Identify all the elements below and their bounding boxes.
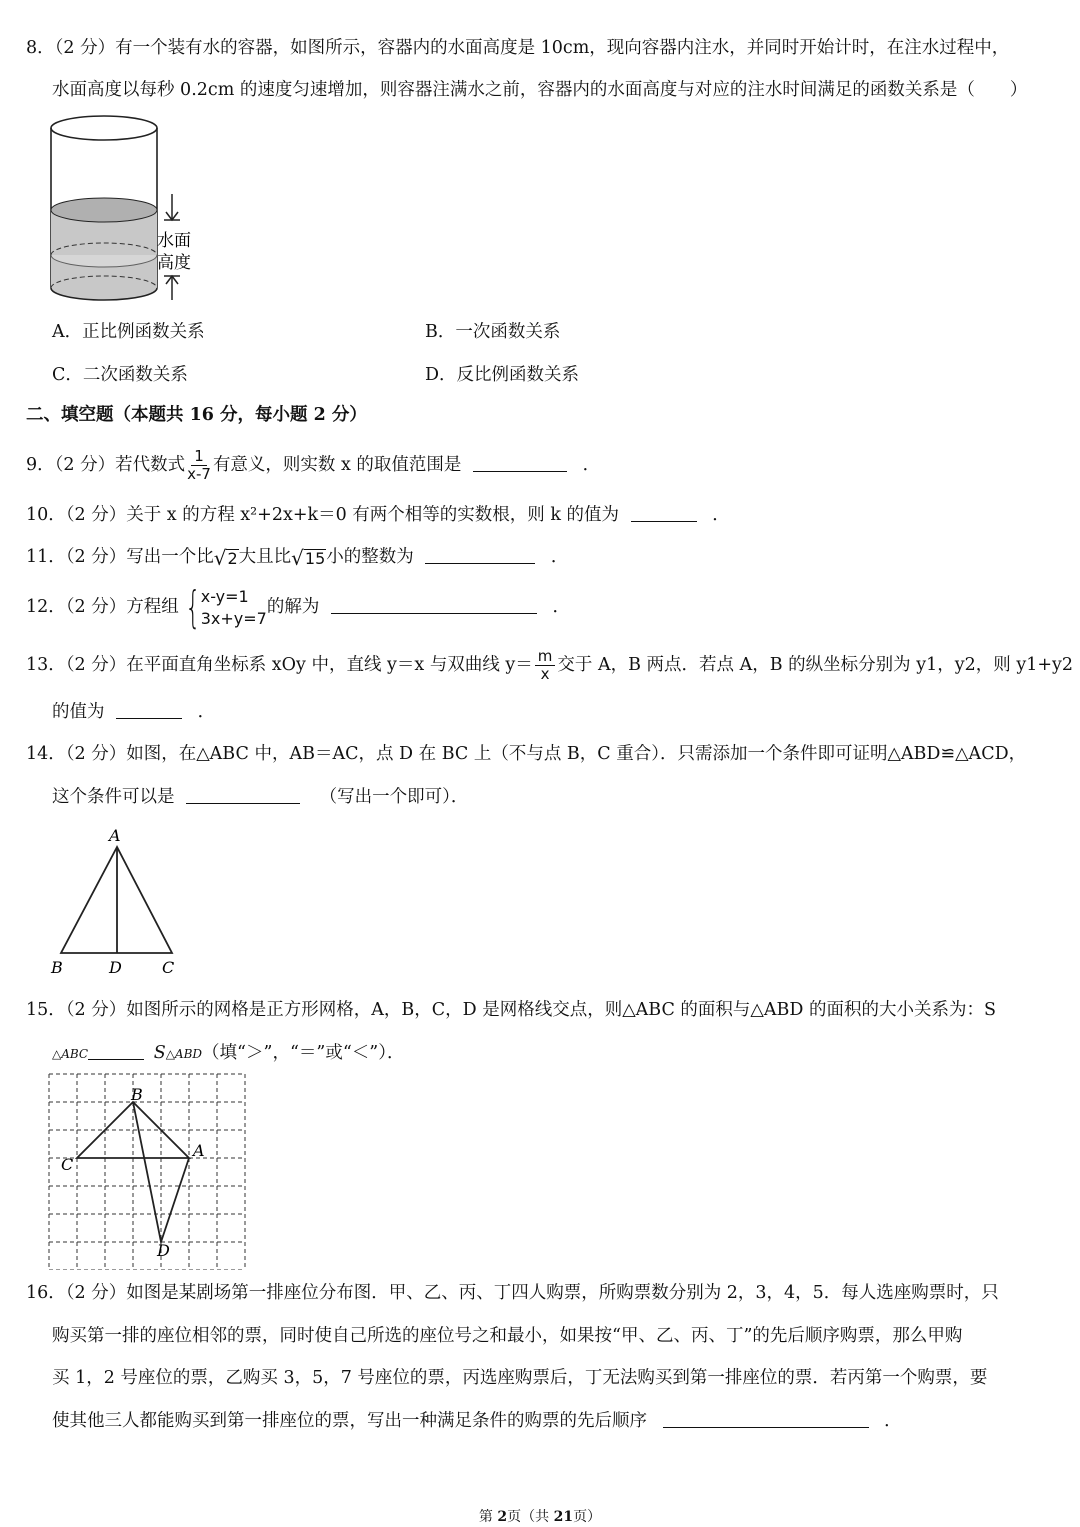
q8-line1: 8．（2 分）有一个装有水的容器，如图所示，容器内的水面高度是 10cm，现向容器内注水，并同时开始计时，在注水过程中， bbox=[26, 38, 1010, 58]
q11-pre: 11．（2 分）写出一个比 bbox=[26, 547, 214, 567]
q13-denominator: x bbox=[540, 665, 550, 683]
q11-sqrt-2: √ 2 bbox=[213, 546, 238, 570]
q11-answer-blank bbox=[425, 547, 535, 564]
q10 bbox=[26, 503, 730, 527]
q11 bbox=[26, 545, 568, 569]
q12-eq2: 3x+y=7 bbox=[200, 608, 267, 628]
q14-line2 bbox=[52, 785, 468, 809]
q9-post: 有意义，则实数 x 的取值范围是 bbox=[212, 455, 462, 475]
q15-sub-abc: △ABC bbox=[52, 1047, 89, 1061]
q12-post: 的解为 bbox=[266, 597, 320, 617]
q12-eq1: x-y=1 bbox=[200, 586, 249, 606]
page-footer bbox=[0, 1506, 1080, 1526]
q10-answer-blank bbox=[631, 505, 697, 522]
q12 bbox=[26, 582, 570, 632]
triangle-label-d: D bbox=[109, 958, 122, 977]
footer-page: 2 bbox=[497, 1509, 508, 1525]
grid-label-a: A bbox=[193, 1141, 205, 1160]
q9-answer-blank bbox=[473, 455, 567, 472]
footer-total: 21 bbox=[553, 1509, 574, 1525]
q16-line4-text: 使其他三人都能购买到第一排座位的票，写出一种满足条件的购票的先后顺序 bbox=[52, 1411, 647, 1431]
triangle-abc-figure bbox=[45, 825, 195, 980]
q11-post: 小的整数为 bbox=[326, 547, 414, 567]
grid-label-c: C bbox=[61, 1155, 74, 1174]
q16-line4 bbox=[52, 1409, 902, 1433]
triangle-label-a: A bbox=[109, 826, 121, 845]
q16-end: ． bbox=[884, 1411, 902, 1431]
q11-end: ． bbox=[550, 547, 569, 567]
q9-pre: 9．（2 分）若代数式 bbox=[26, 455, 186, 475]
q16-answer-blank bbox=[663, 1411, 869, 1428]
q10-end: ． bbox=[712, 505, 730, 525]
q12-pre: 12．（2 分）方程组 bbox=[26, 597, 179, 617]
q16-line1: 16．（2 分）如图是某剧场第一排座位分布图．甲、乙、丙、丁四人购票，所购票数分别为 2，3，4，5．每人选座购票时，只 bbox=[26, 1283, 999, 1303]
q15-line2-post: （填“＞”，“＝”或“＜”）． bbox=[202, 1043, 405, 1063]
q8-line2: 水面高度以每秒 0.2cm 的速度匀速增加，则容器注满水之前，容器内的水面高度与对应的注水时间满足的函数关系是（ ） bbox=[52, 80, 1028, 100]
footer-post: 页） bbox=[573, 1509, 602, 1525]
grid-figure bbox=[45, 1070, 250, 1270]
triangle-label-b: B bbox=[51, 958, 63, 977]
q8-option-d: D．反比例函数关系 bbox=[425, 365, 580, 385]
container-figure bbox=[40, 110, 210, 305]
q15-sub-abd: △ABD bbox=[165, 1047, 203, 1061]
q14-line1: 14．（2 分）如图，在△ABC 中，AB＝AC，点 D 在 BC 上（不与点 B，C 重合）．只需添加一个条件即可证明△ABD≌△ACD， bbox=[26, 744, 1027, 764]
q12-answer-blank bbox=[331, 597, 537, 614]
q8-option-c: C．二次函数关系 bbox=[52, 365, 188, 385]
q13-pre: 13．（2 分）在平面直角坐标系 xOy 中，直线 y＝x 与双曲线 y＝ bbox=[26, 655, 533, 675]
q11-sqrt-2-arg: 2 bbox=[227, 549, 238, 568]
q12-system: { x-y=1 3x+y=7 bbox=[185, 581, 267, 633]
q11-mid: 大且比 bbox=[238, 547, 292, 567]
q9-end: ． bbox=[582, 455, 601, 475]
q11-sqrt-15-arg: 15 bbox=[304, 549, 326, 568]
figure-label-water: 水面 bbox=[157, 231, 191, 251]
q9-fraction bbox=[187, 448, 211, 483]
q10-text: 10．（2 分）关于 x 的方程 x²+2x+k＝0 有两个相等的实数根，则 k 的值为 bbox=[26, 505, 620, 525]
section2-title: 二、填空题（本题共 16 分，每小题 2 分） bbox=[26, 405, 367, 425]
q16-line3: 买 1，2 号座位的票，乙购买 3，5，7 号座位的票，丙选座购票后，丁无法购买到第一排座位的票．若丙第一个购票，要 bbox=[52, 1368, 988, 1388]
q15-answer-blank bbox=[88, 1043, 144, 1060]
q13-end: ． bbox=[197, 702, 216, 722]
q8-option-b: B．一次函数关系 bbox=[425, 322, 561, 342]
q11-sqrt-15: √ 15 bbox=[291, 546, 326, 570]
q13-post: 交于 A，B 两点．若点 A，B 的纵坐标分别为 y1，y2，则 y1+y2 bbox=[557, 655, 1074, 675]
q13-line2 bbox=[52, 700, 215, 724]
q15-line2 bbox=[52, 1041, 404, 1066]
q14-line2-post: （写出一个即可）． bbox=[319, 787, 469, 807]
q12-end: ． bbox=[552, 597, 570, 617]
q13-numerator: m bbox=[535, 648, 556, 666]
q9-denominator: x-7 bbox=[187, 465, 211, 483]
grid-label-b: B bbox=[131, 1085, 143, 1104]
q13-answer-blank bbox=[116, 702, 182, 719]
q13-line2-text: 的值为 bbox=[52, 702, 105, 722]
q16-line2: 购买第一排的座位相邻的票，同时使自己所选的座位号之和最小，如果按“甲、乙、丙、丁”的先后顺序购票，那么甲购 bbox=[52, 1326, 963, 1346]
q9-numerator: 1 bbox=[191, 448, 207, 466]
footer-mid: 页（共 bbox=[507, 1509, 554, 1525]
q15-line1: 15．（2 分）如图所示的网格是正方形网格，A，B，C，D 是网格线交点，则△ABC 的面积与△ABD 的面积的大小关系为：S bbox=[26, 1000, 996, 1020]
q13-line1 bbox=[26, 648, 1073, 683]
triangle-label-c: C bbox=[162, 958, 175, 977]
q14-answer-blank bbox=[186, 787, 300, 804]
q9 bbox=[26, 448, 600, 483]
grid-label-d: D bbox=[157, 1241, 170, 1260]
footer-pre: 第 bbox=[478, 1509, 498, 1525]
q14-line2-pre: 这个条件可以是 bbox=[52, 787, 175, 807]
q8-option-a: A．正比例函数关系 bbox=[52, 322, 205, 342]
q13-fraction bbox=[535, 648, 556, 683]
q15-s: S bbox=[153, 1043, 166, 1063]
figure-label-height: 高度 bbox=[157, 253, 191, 273]
